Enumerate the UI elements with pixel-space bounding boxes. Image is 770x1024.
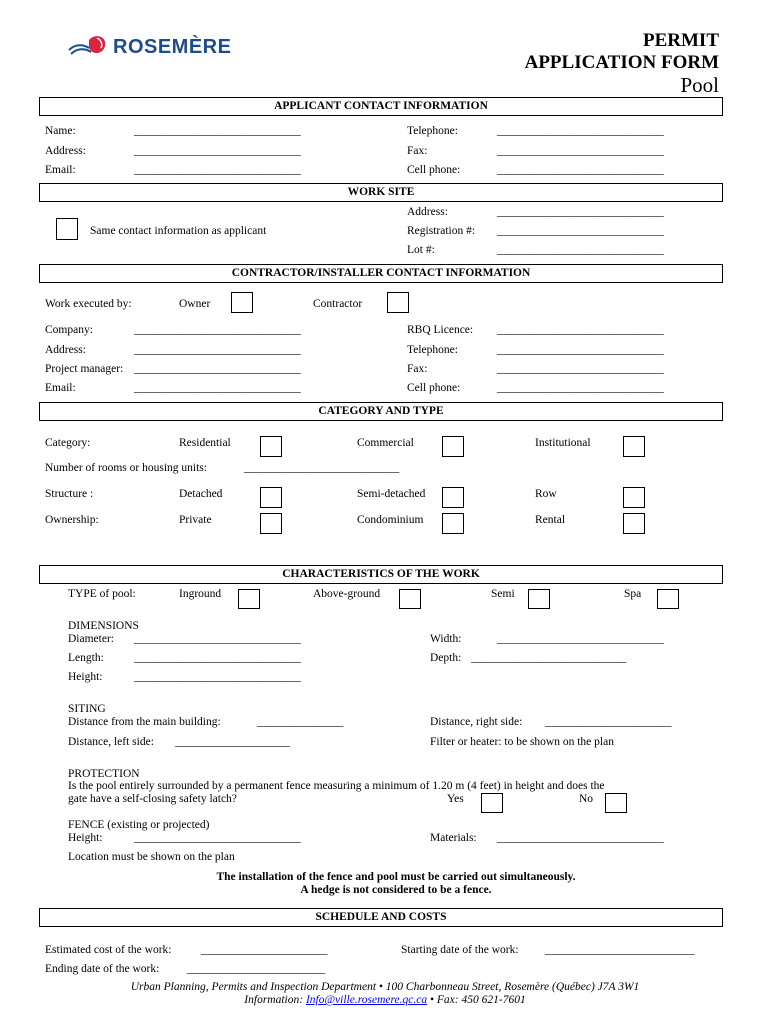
spa-label: Spa <box>624 588 642 600</box>
distance-left-field[interactable]: ____________________ <box>175 736 290 748</box>
fence-heading: FENCE (existing or projected) <box>68 819 210 831</box>
rooms-field[interactable]: ___________________________ <box>244 462 400 474</box>
length-field[interactable]: _____________________________ <box>134 652 301 664</box>
company-label: Company: <box>45 324 93 336</box>
applicant-fax-field[interactable]: _____________________________ <box>497 145 664 157</box>
distance-right-label: Distance, right side: <box>430 716 523 728</box>
condominium-checkbox[interactable] <box>442 513 464 534</box>
section-worksite-header: WORK SITE <box>39 183 723 202</box>
owner-checkbox[interactable] <box>231 292 253 313</box>
notice-simultaneous: The installation of the fence and pool must be carried out simultaneously. <box>216 871 576 883</box>
rental-checkbox[interactable] <box>623 513 645 534</box>
row-checkbox[interactable] <box>623 487 645 508</box>
project-manager-field[interactable]: _____________________________ <box>134 363 301 375</box>
contractor-telephone-field[interactable]: _____________________________ <box>497 344 664 356</box>
fence-height-field[interactable]: _____________________________ <box>134 832 301 844</box>
height-field[interactable]: _____________________________ <box>134 671 301 683</box>
form-title-pool: Pool <box>680 73 719 97</box>
applicant-address-field[interactable]: _____________________________ <box>134 145 301 157</box>
semi-detached-label: Semi-detached <box>357 488 426 500</box>
yes-label: Yes <box>447 793 464 805</box>
applicant-name-label: Name: <box>45 125 76 137</box>
estimated-cost-label: Estimated cost of the work: <box>45 944 172 956</box>
institutional-checkbox[interactable] <box>623 436 645 457</box>
company-field[interactable]: _____________________________ <box>134 324 301 336</box>
rbq-label: RBQ Licence: <box>407 324 474 336</box>
contractor-address-label: Address: <box>45 344 86 356</box>
worksite-lot-label: Lot #: <box>407 244 435 256</box>
applicant-telephone-label: Telephone: <box>407 125 458 137</box>
rental-label: Rental <box>535 514 566 526</box>
commercial-checkbox[interactable] <box>442 436 464 457</box>
protection-question-line2: gate have a self-closing safety latch? <box>68 793 237 805</box>
starting-date-field[interactable]: __________________________ <box>545 944 695 956</box>
width-label: Width: <box>430 633 462 645</box>
semi-checkbox[interactable] <box>528 589 550 609</box>
footer-info-label: Information: <box>244 994 304 1006</box>
length-label: Length: <box>68 652 104 664</box>
distance-right-field[interactable]: ______________________ <box>545 716 672 728</box>
worksite-address-label: Address: <box>407 206 448 218</box>
condominium-label: Condominium <box>357 514 424 526</box>
contractor-option-label: Contractor <box>313 298 363 310</box>
spa-checkbox[interactable] <box>657 589 679 609</box>
footer-contact <box>0 994 770 1006</box>
contractor-cell-label: Cell phone: <box>407 382 461 394</box>
depth-field[interactable]: ___________________________ <box>471 652 627 664</box>
depth-label: Depth: <box>430 652 462 664</box>
rbq-field[interactable]: _____________________________ <box>497 324 664 336</box>
yes-checkbox[interactable] <box>481 793 503 813</box>
inground-checkbox[interactable] <box>238 589 260 609</box>
inground-label: Inground <box>179 588 222 600</box>
footer-email-link[interactable]: Info@ville.rosemere.qc.ca <box>305 994 428 1006</box>
fence-height-label: Height: <box>68 832 103 844</box>
ownership-label: Ownership: <box>45 514 99 526</box>
diameter-label: Diameter: <box>68 633 114 645</box>
notice-hedge: A hedge is not considered to be a fence. <box>300 884 492 896</box>
no-label: No <box>579 793 594 805</box>
section-contractor-header: CONTRACTOR/INSTALLER CONTACT INFORMATION <box>39 264 723 283</box>
estimated-cost-field[interactable]: ______________________ <box>201 944 328 956</box>
work-executed-label: Work executed by: <box>45 298 132 310</box>
ending-date-field[interactable]: ________________________ <box>187 963 325 975</box>
contractor-checkbox[interactable] <box>387 292 409 313</box>
contractor-email-field[interactable]: _____________________________ <box>134 382 301 394</box>
ending-date-label: Ending date of the work: <box>45 963 160 975</box>
protection-heading: PROTECTION <box>68 768 140 780</box>
applicant-name-field[interactable]: _____________________________ <box>134 125 301 137</box>
filter-note: Filter or heater: to be shown on the plan <box>430 736 614 748</box>
footer-address: Urban Planning, Permits and Inspection Department • 100 Charbonneau Street, Rosemère (Québec) J7A 3W1 <box>130 981 640 993</box>
owner-label: Owner <box>179 298 211 310</box>
distance-main-label: Distance from the main building: <box>68 716 221 728</box>
residential-checkbox[interactable] <box>260 436 282 457</box>
semi-label: Semi <box>491 588 515 600</box>
contractor-address-field[interactable]: _____________________________ <box>134 344 301 356</box>
contractor-telephone-label: Telephone: <box>407 344 458 356</box>
same-contact-checkbox[interactable] <box>56 218 78 240</box>
distance-left-label: Distance, left side: <box>68 736 154 748</box>
same-contact-label: Same contact information as applicant <box>90 225 267 237</box>
private-label: Private <box>179 514 212 526</box>
section-schedule-header: SCHEDULE AND COSTS <box>39 908 723 927</box>
rooms-label: Number of rooms or housing units: <box>45 462 207 474</box>
contractor-email-label: Email: <box>45 382 76 394</box>
diameter-field[interactable]: _____________________________ <box>134 633 301 645</box>
width-field[interactable]: _____________________________ <box>497 633 664 645</box>
category-label: Category: <box>45 437 91 449</box>
no-checkbox[interactable] <box>605 793 627 813</box>
above-ground-checkbox[interactable] <box>399 589 421 609</box>
contractor-fax-label: Fax: <box>407 363 428 375</box>
logo-text: ROSEMÈRE <box>113 36 232 58</box>
logo-mark-icon <box>67 34 111 60</box>
footer-fax: • Fax: 450 621-7601 <box>427 994 526 1006</box>
pool-type-label: TYPE of pool: <box>68 588 136 600</box>
worksite-registration-field[interactable]: _____________________________ <box>497 225 664 237</box>
commercial-label: Commercial <box>357 437 414 449</box>
location-note: Location must be shown on the plan <box>68 851 235 863</box>
materials-field[interactable]: _____________________________ <box>497 832 664 844</box>
section-category-header: CATEGORY AND TYPE <box>39 402 723 421</box>
residential-label: Residential <box>179 437 231 449</box>
private-checkbox[interactable] <box>260 513 282 534</box>
applicant-fax-label: Fax: <box>407 145 428 157</box>
section-applicant-header: APPLICANT CONTACT INFORMATION <box>39 97 723 116</box>
section-characteristics-header: CHARACTERISTICS OF THE WORK <box>39 565 723 584</box>
detached-label: Detached <box>179 488 223 500</box>
structure-label: Structure : <box>45 488 94 500</box>
row-label: Row <box>535 488 557 500</box>
materials-label: Materials: <box>430 832 477 844</box>
protection-question-line1: Is the pool entirely surrounded by a permanent fence measuring a minimum of 1.20 m (4 feet) in height and does the <box>68 780 605 792</box>
siting-heading: SITING <box>68 703 106 715</box>
form-title-application: APPLICATION FORM <box>524 52 719 73</box>
applicant-email-label: Email: <box>45 164 76 176</box>
distance-main-field[interactable]: _______________ <box>257 716 344 728</box>
worksite-address-field[interactable]: _____________________________ <box>497 206 664 218</box>
applicant-address-label: Address: <box>45 145 86 157</box>
applicant-cell-field[interactable]: _____________________________ <box>497 164 664 176</box>
semi-detached-checkbox[interactable] <box>442 487 464 508</box>
worksite-registration-label: Registration #: <box>407 225 476 237</box>
worksite-lot-field[interactable]: _____________________________ <box>497 244 664 256</box>
project-manager-label: Project manager: <box>45 363 124 375</box>
starting-date-label: Starting date of the work: <box>401 944 519 956</box>
contractor-fax-field[interactable]: _____________________________ <box>497 363 664 375</box>
above-ground-label: Above-ground <box>313 588 381 600</box>
dimensions-heading: DIMENSIONS <box>68 620 139 632</box>
applicant-email-field[interactable]: _____________________________ <box>134 164 301 176</box>
detached-checkbox[interactable] <box>260 487 282 508</box>
form-title-permit: PERMIT <box>643 30 719 51</box>
applicant-telephone-field[interactable]: _____________________________ <box>497 125 664 137</box>
institutional-label: Institutional <box>535 437 591 449</box>
applicant-cell-label: Cell phone: <box>407 164 461 176</box>
contractor-cell-field[interactable]: _____________________________ <box>497 382 664 394</box>
height-label: Height: <box>68 671 103 683</box>
